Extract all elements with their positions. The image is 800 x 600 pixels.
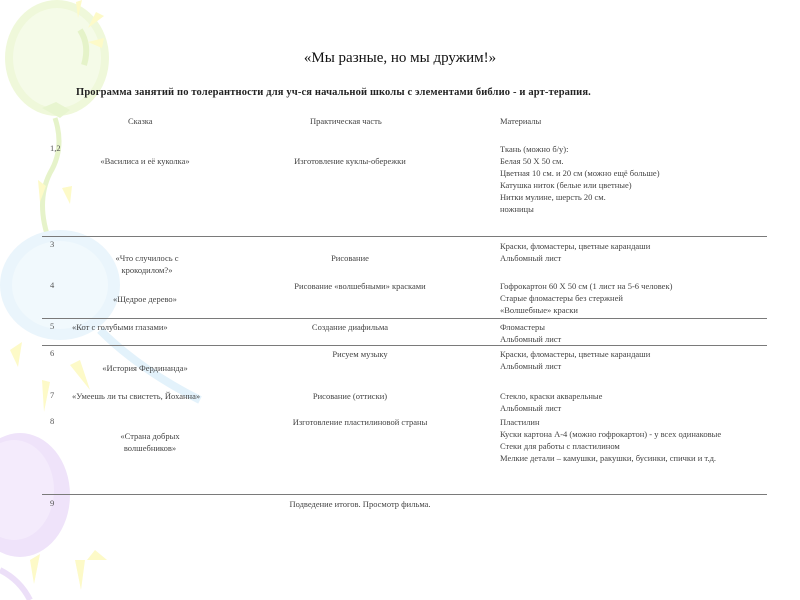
- row-number: 6: [50, 348, 55, 358]
- material-item: Белая 50 Х 50 см.: [500, 156, 564, 166]
- row-divider: [42, 318, 767, 319]
- material-item: Краски, фломастеры, цветные карандаши: [500, 241, 651, 251]
- row-number: 4: [50, 280, 55, 290]
- material-item: ножницы: [500, 204, 534, 214]
- slide-title: «Мы разные, но мы дружим!»: [303, 50, 497, 66]
- material-item: «Волшебные» краски: [500, 305, 578, 315]
- column-header-practice: Практическая часть: [310, 116, 382, 126]
- material-item: Цветная 10 см. и 20 см (можно ещё больше): [500, 168, 660, 178]
- material-item: Нитки мулине, шерсть 20 см.: [500, 192, 606, 202]
- material-item: Мелкие детали – камушки, ракушки, бусинки, спички и т.д.: [500, 453, 717, 463]
- row-materials: [500, 416, 750, 464]
- row-practice: Подведение итогов. Просмотр фильма.: [289, 499, 431, 509]
- row-tale: «Страна добрых волшебников»: [120, 431, 180, 453]
- row-materials: [500, 240, 770, 264]
- row-practice: Рисование (оттиски): [312, 391, 388, 401]
- row-divider: [42, 236, 767, 237]
- row-materials: [500, 321, 770, 345]
- material-item: Катушка ниток (белые или цветные): [500, 180, 632, 190]
- material-item: Пластилин: [500, 417, 540, 427]
- row-number: 3: [50, 239, 55, 249]
- row-tale: «Умеешь ли ты свистеть, Йоханна»: [72, 391, 201, 401]
- row-tale: «Василиса и её куколка»: [100, 156, 190, 166]
- row-number: 8: [50, 416, 55, 426]
- row-practice: Создание диафильма: [311, 322, 389, 332]
- row-tale: «История Фердинанда»: [102, 363, 188, 373]
- material-item: Фломастеры: [500, 322, 545, 332]
- row-tale: «Кот с голубыми глазами»: [72, 322, 168, 332]
- material-item: Альбомный лист: [500, 334, 562, 344]
- row-materials: [500, 348, 770, 372]
- slide-subtitle: Программа занятий по толерантности для уч-ся начальной школы с элементами библио - и арт-терапия.: [76, 87, 591, 98]
- column-header-materials: Материалы: [500, 116, 542, 126]
- row-tale: «Щедрое дерево»: [113, 294, 177, 304]
- row-practice: Рисование «волшебными» красками: [294, 281, 426, 291]
- row-materials: [500, 390, 770, 414]
- material-item: Куски картона А-4 (можно гофрокартон) - у всех одинаковые: [500, 429, 722, 439]
- material-item: Краски, фломастеры, цветные карандаши: [500, 349, 651, 359]
- material-item: Стеки для работы с пластилином: [500, 441, 620, 451]
- material-item: Альбомный лист: [500, 403, 562, 413]
- row-divider: [42, 345, 767, 346]
- row-divider: [42, 494, 767, 495]
- material-item: Альбомный лист: [500, 361, 562, 371]
- material-item: Старые фломастеры без стержней: [500, 293, 623, 303]
- row-materials: [500, 143, 770, 215]
- material-item: Альбомный лист: [500, 253, 562, 263]
- row-practice: Рисуем музыку: [332, 349, 388, 359]
- row-number: 1,2: [50, 143, 61, 153]
- material-item: Ткань (можно б/у):: [500, 144, 569, 154]
- material-item: Гофрокартон 60 Х 50 см (1 лист на 5-6 человек): [500, 281, 673, 291]
- row-number: 5: [50, 321, 55, 331]
- row-number: 7: [50, 390, 55, 400]
- row-tale: «Что случилось с крокодилом?»: [115, 253, 179, 275]
- row-practice: Изготовление куклы-обережки: [294, 156, 406, 166]
- row-practice: Рисование: [331, 253, 369, 263]
- row-practice: Изготовление пластилиновой страны: [292, 417, 428, 427]
- column-header-tale: Сказка: [128, 116, 153, 126]
- material-item: Стекло, краски акварельные: [500, 391, 603, 401]
- row-number: 9: [50, 498, 55, 508]
- row-materials: [500, 280, 770, 316]
